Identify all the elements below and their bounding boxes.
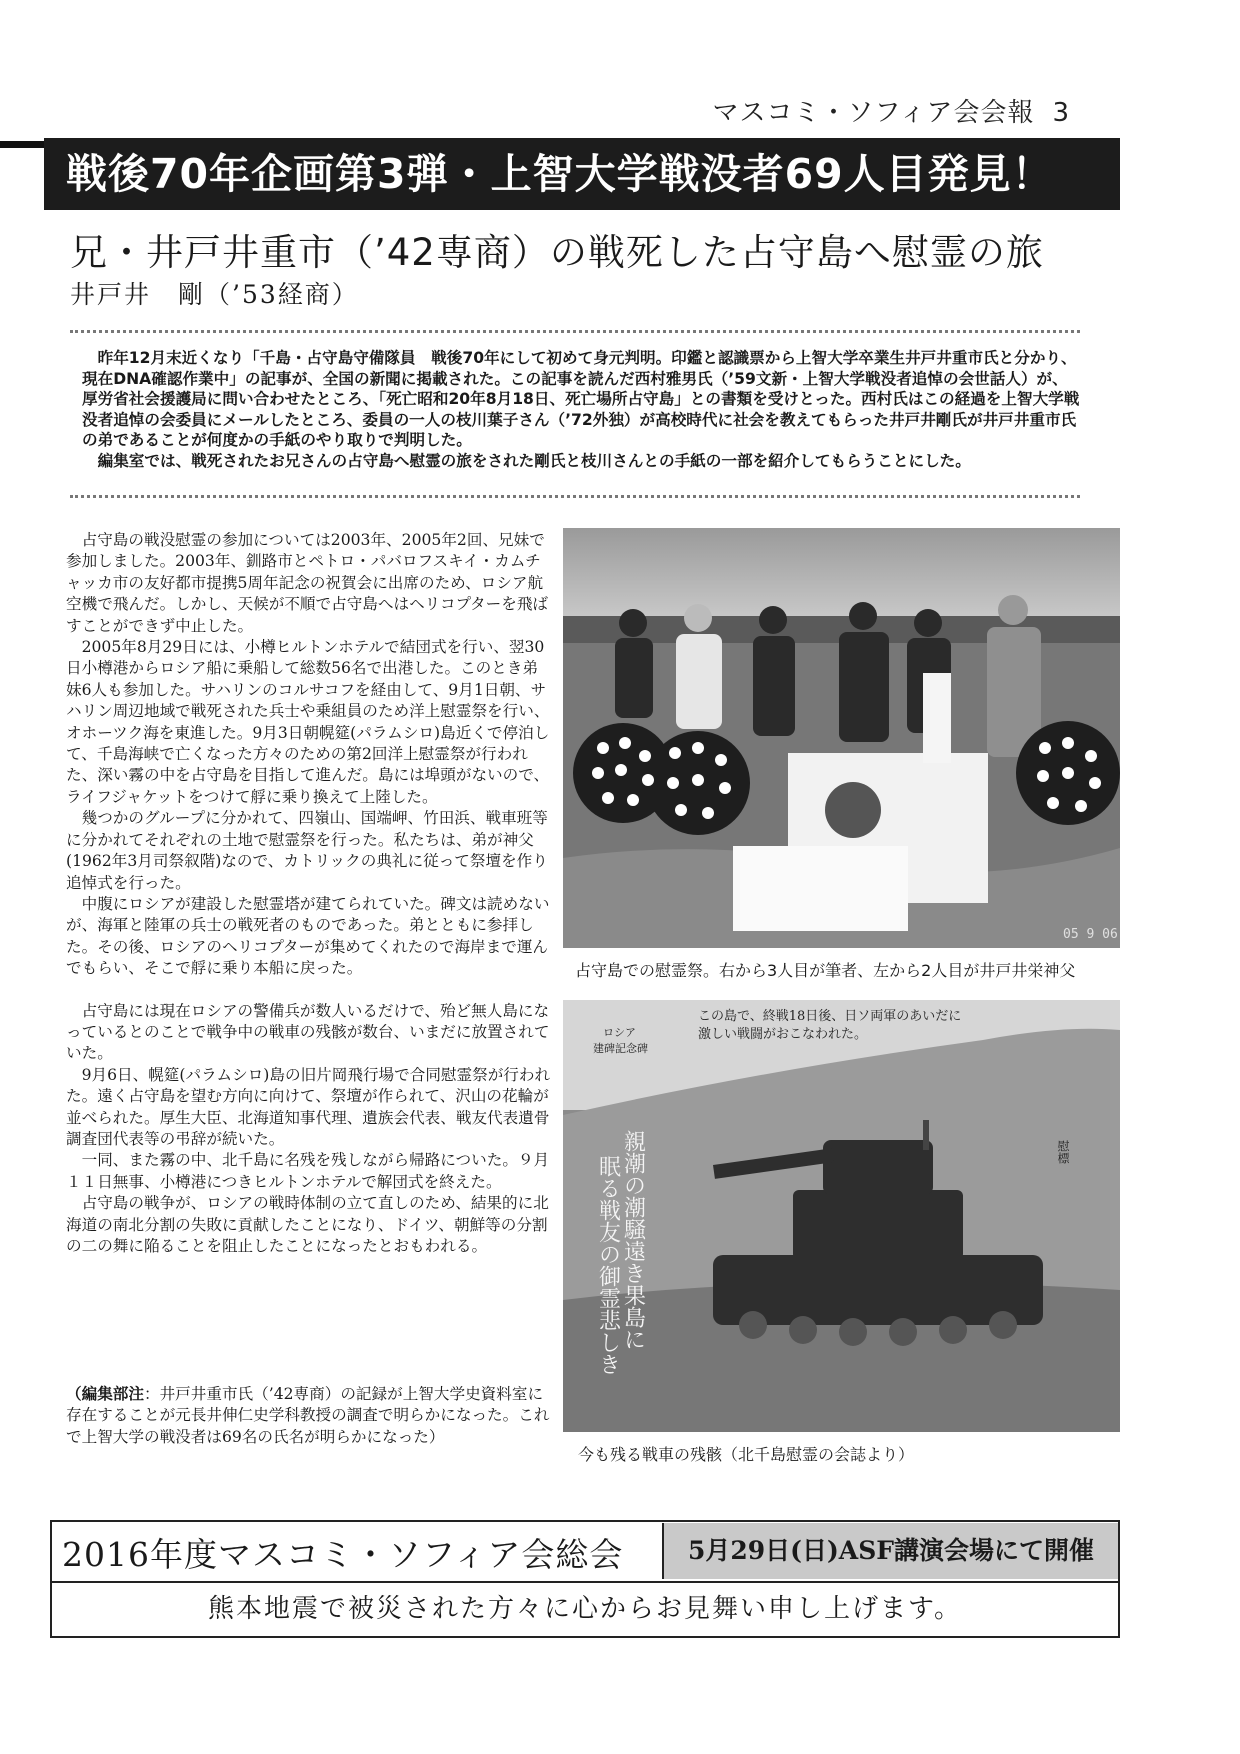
russian-monument-label: ロシア (603, 1026, 636, 1039)
editor-note-text: ：井戸井重市氏（’42専商）の記録が上智大学史資料室に存在することが元長井伸仁史学科教授の調査で明らかになった。これで上智大学の戦没者は69名の氏名が明らかになった） (66, 1385, 550, 1446)
body-paragraph: 9月6日、幌筵(パラムシロ)島の旧片岡飛行場で合同慰霊祭が行われた。遠く占守島を望む方向に向けて、祭壇が作られて、沢山の花輪が並べられた。厚生大臣、北海道知事代理、遺族会代表、戦友代表遺骨調査団代表等の弔辞が続いた。 (66, 1065, 551, 1148)
dotted-divider-bottom (70, 495, 1080, 498)
calligraphy-text: 親潮の潮騒遠き果島に (620, 1130, 646, 1350)
announcement-title: 2016年度マスコミ・ソフィア会総会 (62, 1535, 624, 1574)
body-paragraph: 幾つかのグループに分かれて、四嶺山、国端岬、竹田浜、戦車班等に分かれてそれぞれの土地で慰霊祭を行った。私たちは、弟が神父(1962年3月司祭叙階)なので、カトリックの典礼に従って祭壇を作り追悼式を行った。 (66, 809, 548, 892)
lead-text: 昨年12月末近くなり「千島・占守島守備隊員 戦後70年にして初めて身元判明。印鑑と認識票から上智大学卒業生井戸井重市氏と分かり、現在DNA確認作業中」の記事が、全国の新聞に掲載された。この記事を読んだ西村雅男氏（’59文新・上智大学戦没者追悼の会世話人）が、厚労省社会援護局に問い合わせたところ、「死亡昭和20年8月18日、死亡場所占守島」との書類を受けとった。西村氏はこの経過を上智大学戦没者追悼の会委員にメールしたところ、委員の一人の枝川葉子さん（’72外独）が高校時代に社会を教えてもらった井戸井剛氏が井戸井重市氏の弟であることが何度かの手紙のやり取りで判明した。 (82, 349, 1080, 450)
memorial-ceremony-illustration (563, 528, 1120, 948)
tank-wreck-photo (563, 1000, 1120, 1432)
banner-tab-decoration (0, 141, 44, 148)
running-head (713, 92, 1070, 129)
body-paragraph: 中腹にロシアが建設した慰霊塔が建てられていた。碑文は読めないが、海軍と陸軍の兵士の戦死者のものであった。弟とともに参拝した。その後、ロシアのヘリコプターが集めてくれたので海岸まで運んでもらい、そこで艀に乗り本船に戻った。 (66, 894, 550, 978)
body-paragraph: 占守島の戦争が、ロシアの戦時体制の立て直しのため、結果的に北海道の南北分割の失敗に貢献したことになり、ドイツ、朝鮮等の分割の二の舞に陥ることを阻止したことになったとおもわれる。 (66, 1194, 549, 1255)
calligraphy-text: 眠る戦友の御霊悲しき (595, 1155, 621, 1375)
photo-caption: 占守島での慰霊祭。右から3人目が筆者、左から2人目が井戸井栄神父 (575, 961, 1076, 980)
body-paragraph: 占守島の戦没慰霊の参加については2003年、2005年2回、兄妹で参加しました。2003年、釧路市とペトロ・パバロフスキイ・カムチャッカ市の友好都市提携5周年記念の祝賀会に出席のため、ロシア航空機で飛んだ。しかし、天候が不順で占守島へはヘリコプターを飛ばすことができず中止した。 (66, 531, 549, 635)
announcement-divider (52, 1581, 1118, 1583)
body-paragraph: 2005年8月29日には、小樽ヒルトンホテルで結団式を行い、翌30日小樽港からロシア船に乗船して総数56名で出港した。このとき弟妹6人も参加した。サハリンのコルサコフを経由して、9月1日朝、サハリン周辺地域で戦死された兵士や乗組員のため洋上慰霊祭を行い、オホーツク海を東進した。9月3日朝幌筵(パラムシロ)島近くで停泊して、千島海峡で亡くなった方々のための第2回洋上慰霊祭が行われた、深い霧の中を占守島を目指して進んだ。島には埠頭がないので、ライフジャケットをつけて艀に乗り換えて上陸した。 (66, 638, 550, 806)
marker-label: 慰標 (1056, 1140, 1070, 1164)
publication-name: マスコミ・ソフィア会会報 (712, 98, 1035, 128)
lead-text: 編集室では、戦死されたお兄さんの占守島へ慰霊の旅をされた剛氏と枝川さんとの手紙の一部を紹介してもらうことにした。 (97, 451, 971, 470)
condolence-message: 熊本地震で被災された方々に心からお見舞い申し上げます。 (208, 1594, 962, 1624)
photo-date-stamp: 05 9 06 (1063, 927, 1118, 942)
editor-note (66, 1384, 552, 1448)
article-body (66, 530, 552, 1257)
tank-wreck-illustration (563, 1000, 1120, 1432)
photo-caption: 今も残る戦車の残骸（北千島慰霊の会誌より） (578, 1445, 915, 1464)
announcement-date: 5月29日(日)ASF講演会場にて開催 (662, 1523, 1118, 1579)
article-byline: 井戸井 剛（’53経商） (70, 280, 359, 309)
body-paragraph: 占守島には現在ロシアの警備兵が数人いるだけで、殆ど無人島になっているとのことで戦争中の戦車の残骸が数台、いまだに放置されていた。 (66, 1001, 550, 1063)
page-number: 3 (1052, 98, 1070, 128)
lead-paragraph (82, 348, 1082, 472)
editor-note-label: （編集部注 (66, 1385, 144, 1403)
article-headline: 兄・井戸井重市（’42専商）の戦死した占守島へ慰霊の旅 (70, 231, 1044, 274)
memorial-ceremony-photo (563, 528, 1120, 948)
dotted-divider-top (70, 330, 1080, 333)
section-banner: 戦後70年企画第3弾・上智大学戦没者69人目発見！ (44, 138, 1120, 210)
overlay-text: 激しい戦闘がおこなわれた。 (698, 1027, 868, 1042)
overlay-text: この島で、終戦18日後、日ソ両軍のあいだに (698, 1009, 962, 1024)
body-paragraph: 一同、また霧の中、北千島に名残を残しながら帰路についた。９月１１日無事、小樽港につきヒルトンホテルで解団式を終えた。 (66, 1151, 550, 1191)
russian-monument-label: 建碑記念碑 (593, 1042, 648, 1055)
